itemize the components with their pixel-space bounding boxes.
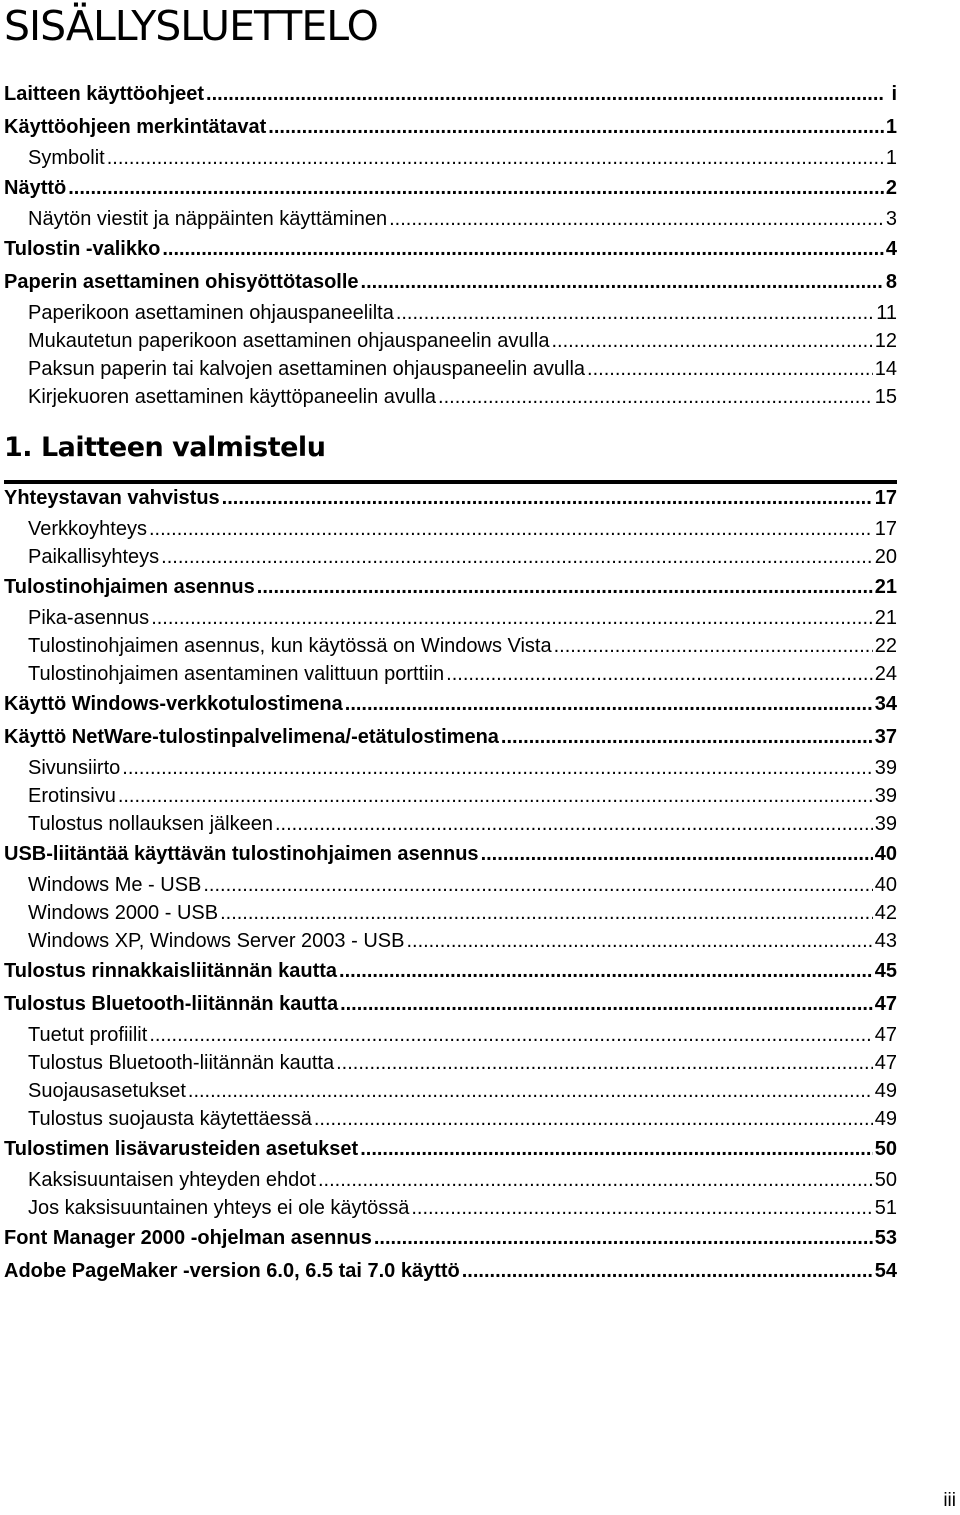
toc-entry-title: Tulostinohjaimen asentaminen valittuun porttiin: [28, 663, 445, 685]
toc-entry-title: Tulostinohjaimen asennus, kun käytössä on Windows Vista: [28, 635, 552, 657]
toc-entry-title: Paikallisyhteys: [28, 546, 160, 568]
toc-entry-sub[interactable]: [0, 1077, 897, 1105]
toc-entry-title: Paksun paperin tai kalvojen asettaminen ohjauspaneelin avulla: [28, 358, 586, 380]
toc-dot-leader: [411, 1194, 872, 1222]
toc-entry-title: Käyttö Windows-verkkotulostimena: [4, 693, 343, 715]
toc-entry-main[interactable]: [0, 482, 897, 515]
toc-entry-main[interactable]: [0, 78, 897, 111]
toc-dot-leader: [161, 543, 873, 571]
toc-entry-page: i: [891, 83, 897, 105]
toc-entry-sub[interactable]: [0, 543, 897, 571]
toc-entry-title: Font Manager 2000 -ohjelman asennus: [4, 1227, 372, 1249]
toc-entry-sub[interactable]: [0, 871, 897, 899]
toc-entry-page: 50: [874, 1169, 897, 1191]
toc-entry-page: 37: [874, 726, 897, 748]
toc-entry-sub[interactable]: [0, 205, 897, 233]
toc-entry-sub[interactable]: [0, 299, 897, 327]
toc-entry-sub[interactable]: [0, 327, 897, 355]
toc-dot-leader: [374, 1222, 873, 1255]
toc-entry-page: 49: [874, 1108, 897, 1130]
toc-entry-main[interactable]: [0, 233, 897, 266]
toc-dot-leader: [438, 383, 873, 411]
toc-dot-leader: [345, 688, 873, 721]
toc-entry-title: Näyttö: [4, 177, 67, 199]
toc-dot-leader: [314, 1105, 873, 1133]
toc-entry-sub[interactable]: [0, 1049, 897, 1077]
toc-dot-leader: [389, 205, 884, 233]
toc-dot-leader: [318, 1166, 873, 1194]
toc-dot-leader: [554, 632, 873, 660]
toc-entry-sub[interactable]: [0, 1105, 897, 1133]
toc-entry-page: 15: [874, 386, 897, 408]
toc-entry-sub[interactable]: [0, 1021, 897, 1049]
toc-dot-leader: [481, 838, 873, 871]
toc-entry-page: 21: [874, 607, 897, 629]
toc-entry-sub[interactable]: [0, 632, 897, 660]
toc-entry-sub[interactable]: [0, 1194, 897, 1222]
toc-entry-title: Näytön viestit ja näppäinten käyttäminen: [28, 208, 388, 230]
toc-entry-page: 47: [874, 1024, 897, 1046]
toc-entry-page: 22: [874, 635, 897, 657]
toc-entry-page: 39: [874, 757, 897, 779]
toc-entry-main[interactable]: [0, 838, 897, 871]
toc-entry-sub[interactable]: [0, 1166, 897, 1194]
toc-dot-leader: [118, 782, 873, 810]
toc-entry-title: Tulostus nollauksen jälkeen: [28, 813, 273, 835]
toc-entry-page: 17: [874, 518, 897, 540]
toc-dot-leader: [340, 988, 873, 1021]
toc-entry-title: Windows 2000 - USB: [28, 902, 219, 924]
toc-dot-leader: [162, 233, 884, 266]
toc-entry-title: Laitteen käyttöohjeet: [4, 83, 205, 105]
toc-entry-title: Tulostimen lisävarusteiden asetukset: [4, 1138, 359, 1160]
toc-dot-leader: [107, 144, 884, 172]
toc-entry-page: 2: [885, 177, 897, 199]
toc-entry-main[interactable]: [0, 988, 897, 1021]
toc-entry-page: 40: [874, 843, 897, 865]
toc-dot-leader: [149, 515, 873, 543]
toc-entry-page: 51: [874, 1197, 897, 1219]
toc-entry-title: Tulostin -valikko: [4, 238, 161, 260]
toc-entry-title: Tulostus Bluetooth-liitännän kautta: [28, 1052, 335, 1074]
toc-entry-title: Suojausasetukset: [28, 1080, 186, 1102]
chapter-title: 1. Laitteen valmistelu: [4, 432, 326, 463]
toc-entry-page: 47: [874, 1052, 897, 1074]
toc-entry-title: Tulostus rinnakkaisliitännän kautta: [4, 960, 338, 982]
toc-entry-page: 12: [874, 330, 897, 352]
page-number: iii: [943, 1490, 956, 1511]
toc-dot-leader: [336, 1049, 873, 1077]
toc-entry-title: Symbolit: [28, 147, 105, 169]
toc-dot-leader: [396, 299, 874, 327]
toc-dot-leader: [206, 78, 885, 111]
toc-dot-leader: [501, 721, 873, 754]
toc-entry-main[interactable]: [0, 172, 897, 205]
toc-entry-page: 3: [885, 208, 897, 230]
toc-entry-sub[interactable]: [0, 754, 897, 782]
toc-dot-leader: [551, 327, 872, 355]
toc-entry-title: Tulostinohjaimen asennus: [4, 576, 255, 598]
toc-entry-title: Paperikoon asettaminen ohjauspaneelilta: [28, 302, 394, 324]
toc-entry-page: 21: [874, 576, 897, 598]
toc-dot-leader: [68, 172, 884, 205]
toc-entry-title: Tuetut profiilit: [28, 1024, 148, 1046]
toc-dot-leader: [275, 810, 873, 838]
toc-entry-main[interactable]: [0, 721, 897, 754]
toc-entry-page: 17: [874, 487, 897, 509]
toc-dot-leader: [268, 111, 884, 144]
page-title: SISÄLLYSLUETTELO: [4, 2, 378, 50]
toc-entry-sub[interactable]: [0, 927, 897, 955]
toc-entry-title: Jos kaksisuuntainen yhteys ei ole käytössä: [28, 1197, 410, 1219]
toc-entry-page: 50: [874, 1138, 897, 1160]
toc-entry-main[interactable]: [0, 688, 897, 721]
toc-entry-page: 14: [874, 358, 897, 380]
toc-entry-sub[interactable]: [0, 899, 897, 927]
toc-entry-title: Paperin asettaminen ohisyöttötasolle: [4, 271, 359, 293]
toc-entry-page: 20: [874, 546, 897, 568]
toc-dot-leader: [220, 899, 873, 927]
toc-dot-leader: [151, 604, 873, 632]
toc-entry-title: USB-liitäntää käyttävän tulostinohjaimen asennus: [4, 843, 479, 865]
toc-entry-sub[interactable]: [0, 660, 897, 688]
toc-entry-title: Verkkoyhteys: [28, 518, 147, 540]
toc-dot-leader: [188, 1077, 873, 1105]
toc-entry-main[interactable]: [0, 955, 897, 988]
toc-entry-title: Tulostus suojausta käytettäessä: [28, 1108, 312, 1130]
toc-entry-sub[interactable]: [0, 810, 897, 838]
toc-entry-main[interactable]: [0, 1133, 897, 1166]
toc-entry-sub[interactable]: [0, 144, 897, 172]
toc-dot-leader: [339, 955, 873, 988]
toc-entry-page: 42: [874, 902, 897, 924]
toc-entry-title: Adobe PageMaker -version 6.0, 6.5 tai 7.0 käyttö: [4, 1260, 460, 1282]
toc-entry-title: Yhteystavan vahvistus: [4, 487, 220, 509]
toc-entry-title: Käyttöohjeen merkintätavat: [4, 116, 267, 138]
toc-dot-leader: [203, 871, 872, 899]
toc-entry-main[interactable]: [0, 111, 897, 144]
toc-entry-page: 34: [874, 693, 897, 715]
toc-entry-page: 24: [874, 663, 897, 685]
toc-entry-title: Erotinsivu: [28, 785, 116, 807]
toc-entry-sub[interactable]: [0, 782, 897, 810]
toc-dot-leader: [406, 927, 872, 955]
toc-entry-main[interactable]: [0, 571, 897, 604]
toc-entry-title: Käyttö NetWare-tulostinpalvelimena/-etätulostimena: [4, 726, 499, 748]
toc-entry-page: 1: [885, 116, 897, 138]
toc-entry-sub[interactable]: [0, 383, 897, 411]
toc-entry-title: Windows Me - USB: [28, 874, 202, 896]
toc-dot-leader: [587, 355, 873, 383]
toc-entry-title: Kaksisuuntaisen yhteyden ehdot: [28, 1169, 316, 1191]
toc-entry-title: Pika-asennus: [28, 607, 150, 629]
toc-dot-leader: [122, 754, 872, 782]
toc-entry-page: 49: [874, 1080, 897, 1102]
toc-chapter-list: [0, 482, 897, 1288]
chapter-heading: [4, 428, 897, 484]
toc-entry-page: 1: [885, 147, 897, 169]
toc-entry-page: 11: [876, 302, 897, 324]
toc-entry-main[interactable]: [0, 1255, 897, 1288]
toc-intro-list: [0, 78, 897, 411]
toc-entry-title: Kirjekuoren asettaminen käyttöpaneelin avulla: [28, 386, 437, 408]
toc-entry-page: 53: [874, 1227, 897, 1249]
toc-dot-leader: [360, 1133, 873, 1166]
toc-entry-title: Tulostus Bluetooth-liitännän kautta: [4, 993, 339, 1015]
toc-entry-page: 43: [874, 930, 897, 952]
toc-dot-leader: [462, 1255, 873, 1288]
toc-entry-page: 4: [885, 238, 897, 260]
toc-entry-page: 39: [874, 785, 897, 807]
toc-entry-page: 39: [874, 813, 897, 835]
toc-entry-page: 45: [874, 960, 897, 982]
toc-entry-page: 8: [885, 271, 897, 293]
toc-entry-sub[interactable]: [0, 355, 897, 383]
toc-dot-leader: [222, 482, 873, 515]
toc-entry-sub[interactable]: [0, 515, 897, 543]
toc-entry-main[interactable]: [0, 1222, 897, 1255]
toc-entry-title: Mukautetun paperikoon asettaminen ohjauspaneelin avulla: [28, 330, 550, 352]
toc-entry-page: 40: [874, 874, 897, 896]
toc-dot-leader: [446, 660, 873, 688]
toc-entry-page: 47: [874, 993, 897, 1015]
toc-dot-leader: [361, 266, 884, 299]
toc-entry-title: Windows XP, Windows Server 2003 - USB: [28, 930, 405, 952]
toc-entry-main[interactable]: [0, 266, 897, 299]
toc-entry-page: 54: [874, 1260, 897, 1282]
toc-entry-sub[interactable]: [0, 604, 897, 632]
toc-dot-leader: [257, 571, 873, 604]
toc-entry-title: Sivunsiirto: [28, 757, 121, 779]
toc-dot-leader: [149, 1021, 872, 1049]
